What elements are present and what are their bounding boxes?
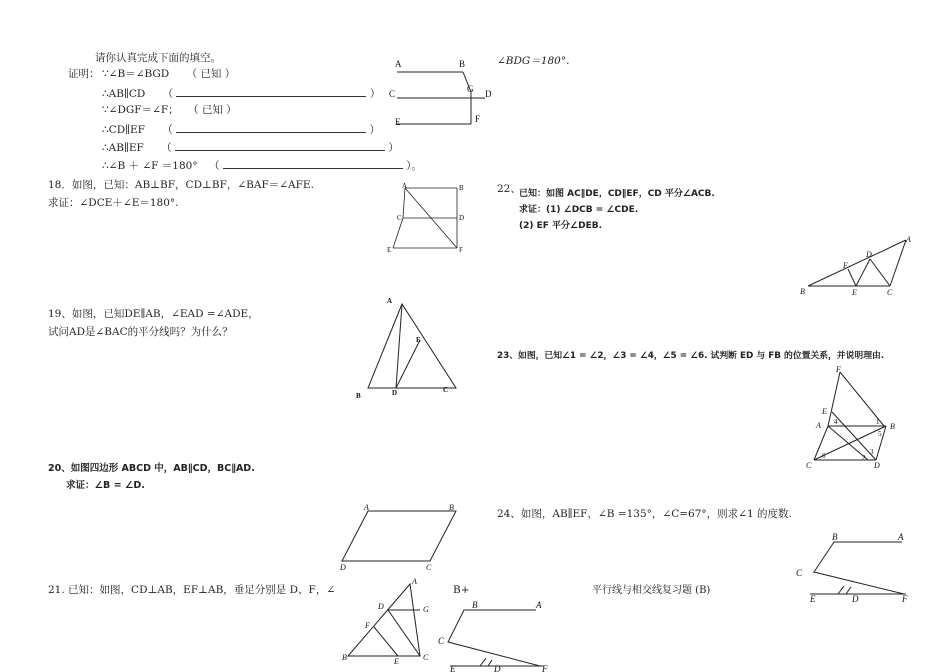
q21-tail: B+ xyxy=(453,584,470,596)
q20-line1: 20、如图四边形 ABCD 中，AB∥CD，BC∥AD. xyxy=(48,463,255,474)
label-b: B xyxy=(356,392,361,400)
label-d: D xyxy=(378,602,384,611)
proof-label: 证明： xyxy=(68,68,100,80)
line-b-c-d xyxy=(814,542,904,594)
label-g: G xyxy=(467,84,474,94)
label-d: D xyxy=(852,594,859,604)
seg-dc xyxy=(870,259,890,286)
proof-step-5 xyxy=(102,140,399,155)
intro-figure xyxy=(385,52,500,132)
label-a: A xyxy=(387,297,393,305)
label-d: D xyxy=(874,461,880,470)
label-a: A xyxy=(898,532,904,542)
proof-step-5-text: ∴AB∥EF xyxy=(102,142,144,154)
label-a: A xyxy=(412,577,417,586)
bottom-figure xyxy=(436,600,556,672)
proof-blank-6[interactable] xyxy=(223,158,403,169)
q23-figure xyxy=(806,365,906,472)
tick xyxy=(838,586,844,594)
label-d: D xyxy=(485,89,492,99)
proof-step-3-reason: （ 已知 ） xyxy=(188,104,237,116)
proof-step-2-text: ∴AB∥CD xyxy=(102,88,146,100)
label-e: E xyxy=(395,117,401,127)
proof-step-1-reason: （ 已知 ） xyxy=(186,68,236,80)
open-paren: （ xyxy=(161,142,172,154)
q19-figure xyxy=(352,294,462,404)
close-paren: ） xyxy=(369,124,380,136)
close-paren: ） xyxy=(388,142,399,154)
seg-fe xyxy=(848,269,856,286)
label-e: E xyxy=(387,246,392,254)
q19-line1: 19、如图，已知DE∥AB，∠EAD =∠ADE， xyxy=(48,308,259,320)
tick xyxy=(480,658,486,666)
label-angle-5: 5 xyxy=(878,430,882,438)
close-paren: ） xyxy=(369,88,381,100)
proof-step-1-text: ∵∠B＝∠BGD xyxy=(102,68,170,80)
label-f: F xyxy=(365,621,370,630)
label-g: G xyxy=(423,605,429,614)
parallelogram-abcd xyxy=(342,511,456,561)
q22-line2: 求证：(1) ∠DCB = ∠CDE. xyxy=(519,205,639,215)
label-c: C xyxy=(438,636,445,646)
label-e: E xyxy=(394,657,399,666)
label-angle-3: 3 xyxy=(870,448,874,456)
label-angle-2: 2 xyxy=(862,454,866,462)
proof-step-1 xyxy=(102,68,235,81)
label-b: B xyxy=(832,532,838,542)
q18-figure xyxy=(385,182,470,257)
seg-de xyxy=(396,340,420,388)
label-d: D xyxy=(866,250,872,259)
q23-line1: 23、如图，已知∠1 = ∠2，∠3 = ∠4，∠5 = ∠6. 试判断 ED 与 FB 的位置关系，并说明理由. xyxy=(497,351,885,361)
label-angle-6: 6 xyxy=(822,452,826,460)
proof-step-4-text: ∴CD∥EF xyxy=(102,124,145,136)
seg-ab xyxy=(808,240,906,286)
label-d: D xyxy=(340,563,346,572)
open-paren: （ xyxy=(162,88,174,100)
label-b: B xyxy=(800,287,805,296)
label-b: B xyxy=(342,653,347,662)
label-d: D xyxy=(459,214,465,222)
label-angle-4: 4 xyxy=(834,418,838,426)
triangle-abc xyxy=(368,304,456,388)
label-f: F xyxy=(843,261,848,270)
proof-step-2 xyxy=(102,86,380,101)
label-c: C xyxy=(426,563,432,572)
q24-line1: 24、如图，AB∥EF，∠B =135°，∠C=67°，则求∠1 的度数. xyxy=(497,508,792,520)
seg-de xyxy=(856,259,870,286)
label-e: E xyxy=(852,288,857,297)
open-paren: （ xyxy=(208,160,220,172)
label-e: E xyxy=(416,336,421,344)
proof-blank-5[interactable] xyxy=(175,140,385,151)
seg-ac xyxy=(403,188,405,218)
label-c: C xyxy=(806,461,812,470)
label-c: C xyxy=(796,568,803,578)
proof-step-3-text: ∵∠DGF＝∠F； xyxy=(102,104,179,116)
label-a: A xyxy=(402,182,408,190)
proof-step-3 xyxy=(102,104,237,117)
label-c: C xyxy=(423,653,429,662)
seg-fe xyxy=(374,627,398,656)
label-f: F xyxy=(836,365,841,374)
proof-step-4 xyxy=(102,122,380,137)
q22-num: 22、 xyxy=(497,183,521,195)
label-b: B xyxy=(449,503,454,512)
label-f: F xyxy=(902,594,908,604)
label-a: A xyxy=(395,59,402,69)
label-c: C xyxy=(443,386,449,394)
label-d: D xyxy=(392,389,398,397)
proof-step-6-text: ∴∠B ＋ ∠F ＝180° xyxy=(102,160,198,172)
q21-figure xyxy=(340,576,440,668)
triangle-abc xyxy=(348,584,420,656)
label-b: B xyxy=(890,422,895,431)
proof-blank-2[interactable] xyxy=(176,86,366,97)
line-b-c-d xyxy=(448,610,540,666)
label-b: B xyxy=(459,184,464,192)
label-e: E xyxy=(810,594,816,604)
q19-line2: 试问AD是∠BAC的平分线吗？为什么？ xyxy=(48,326,233,338)
close-paren: ）。 xyxy=(406,160,422,172)
q20-line2: 求证：∠B = ∠D. xyxy=(66,480,145,491)
label-c: C xyxy=(389,89,396,99)
label-b: B xyxy=(459,59,466,69)
label-c: C xyxy=(397,214,402,222)
q22-line3: (2) EF 平分∠DEB. xyxy=(519,221,603,231)
tick xyxy=(846,587,851,594)
label-f: F xyxy=(475,114,481,124)
q20-figure xyxy=(336,503,466,571)
top-right-text: ∠BDG＝180°. xyxy=(497,55,570,67)
footer-title: 平行线与相交线复习题 (B) xyxy=(592,585,711,596)
instruction-text: 请你认真完成下面的填空。 xyxy=(95,52,221,64)
label-a: A xyxy=(906,235,911,244)
label-angle-1: 1 xyxy=(876,418,880,426)
q24-figure xyxy=(794,532,914,604)
label-a: A xyxy=(536,600,542,610)
seg-ce xyxy=(393,218,403,248)
q18-line2: 求证：∠DCE＋∠E＝180°. xyxy=(48,197,179,209)
label-e: E xyxy=(822,407,827,416)
label-e: E xyxy=(450,664,456,672)
open-paren: （ xyxy=(162,124,173,136)
tick xyxy=(488,660,492,666)
q22-line1: 已知：如图 AC∥DE，CD∥EF，CD 平分∠ACB. xyxy=(519,189,715,199)
q21-line1: 21. 已知：如图，CD⊥AB，EF⊥AB，垂足分别是 D、F，∠ xyxy=(48,584,336,596)
label-f: F xyxy=(459,246,463,254)
label-d: D xyxy=(494,664,501,672)
q22-figure xyxy=(798,232,916,296)
label-a: A xyxy=(816,421,821,430)
label-c: C xyxy=(887,288,893,297)
proof-step-6 xyxy=(102,158,422,173)
label-b: B xyxy=(472,600,478,610)
label-f: F xyxy=(542,664,548,672)
proof-blank-4[interactable] xyxy=(176,122,366,133)
q18-line1: 18．如图，已知：AB⊥BF，CD⊥BF，∠BAF＝∠AFE. xyxy=(48,179,314,191)
label-a: A xyxy=(364,503,369,512)
